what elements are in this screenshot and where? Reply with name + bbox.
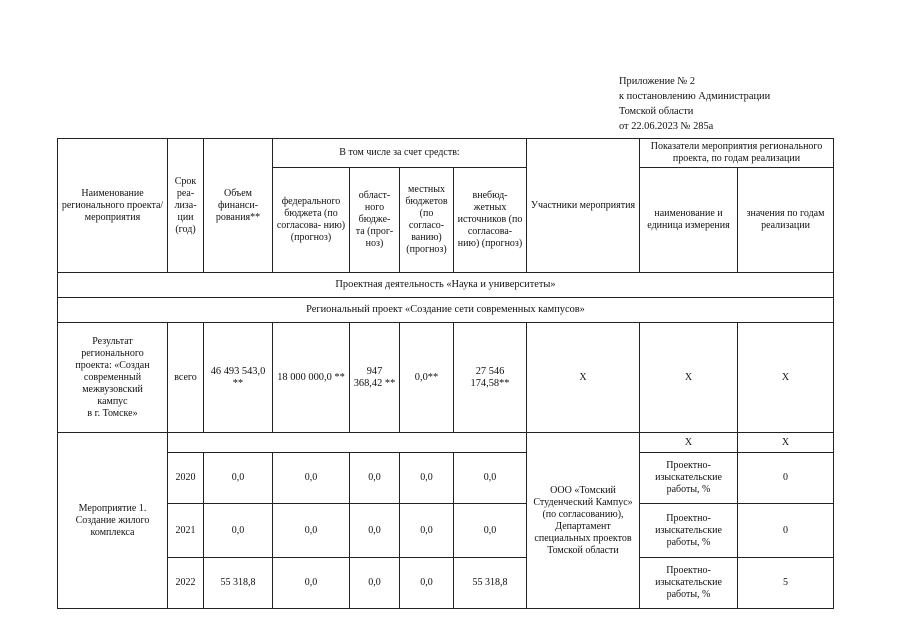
row-volume: 0,0 [204,504,273,558]
appendix-date: от 22.06.2023 № 285а [619,121,714,132]
col-header-indicators: Показатели мероприятия регионального проекта, по годам реализации [640,139,834,168]
measure-indicator-name: X [640,433,738,453]
result-local: 0,0** [400,323,454,433]
row-value: 0 [738,504,834,558]
measure-blank [168,433,527,453]
section-activity: Проектная деятельность «Наука и университеты» [58,273,834,298]
table-row [58,504,834,558]
row-indicator: Проектно- изыскательские работы, % [640,504,738,558]
row-year: 2022 [168,558,204,609]
row-local: 0,0 [400,453,454,504]
col-header-name: Наименование регионального проекта/мероприятия [58,139,168,273]
row-federal: 0,0 [273,504,350,558]
result-indicator-name: X [640,323,738,433]
row-offbudget: 55 318,8 [454,558,527,609]
result-offbudget: 27 546 174,58** [454,323,527,433]
col-header-indicator-name: наименование и единица измерения [640,168,738,273]
col-header-period: Срок реа- лиза- ции (год) [168,139,204,273]
row-indicator: Проектно- изыскательские работы, % [640,453,738,504]
row-volume: 0,0 [204,453,273,504]
row-regional: 0,0 [350,453,400,504]
measure-participants: ООО «Томский Студенческий Кампус» (по согласованию), Департамент специальных проектов Томской области [527,433,640,609]
col-header-volume: Объем финанси- рования** [204,139,273,273]
row-regional: 0,0 [350,504,400,558]
table-row [58,558,834,609]
row-year: 2021 [168,504,204,558]
result-participants: X [527,323,640,433]
result-indicator-value: X [738,323,834,433]
row-federal: 0,0 [273,453,350,504]
result-volume: 46 493 543,0 ** [204,323,273,433]
row-indicator: Проектно- изыскательские работы, % [640,558,738,609]
col-header-federal: федерального бюджета (по согласова- нию) (прогноз) [273,168,350,273]
section-project: Региональный проект «Создание сети современных кампусов» [58,298,834,323]
row-volume: 55 318,8 [204,558,273,609]
row-regional: 0,0 [350,558,400,609]
result-regional: 947 368,42 ** [350,323,400,433]
col-header-including: В том числе за счет средств: [273,139,527,168]
row-local: 0,0 [400,504,454,558]
row-offbudget: 0,0 [454,504,527,558]
row-offbudget: 0,0 [454,453,527,504]
row-value: 5 [738,558,834,609]
result-federal: 18 000 000,0 ** [273,323,350,433]
row-value: 0 [738,453,834,504]
appendix-title: Приложение № 2 [619,76,696,87]
col-header-indicator-values: значения по годам реализации [738,168,834,273]
col-header-regional: област- ного бюдже- та (прог- ноз) [350,168,400,273]
row-year: 2020 [168,453,204,504]
appendix-region: Томской области [619,106,694,117]
col-header-participants: Участники мероприятия [527,139,640,273]
row-local: 0,0 [400,558,454,609]
appendix-header [619,74,859,134]
measure-indicator-value: X [738,433,834,453]
col-header-offbudget: внебюд- жетных источников (по согласова- нию) (прогноз) [454,168,527,273]
result-period: всего [168,323,204,433]
financing-table [57,138,834,609]
table-row [58,453,834,504]
measure-name: Мероприятие 1. Создание жилого комплекса [58,433,168,609]
row-federal: 0,0 [273,558,350,609]
appendix-resolution: к постановлению Администрации [619,91,771,102]
result-name: Результат регионального проекта: «Создан современный межвузовский кампус в г. Томске» [58,323,168,433]
col-header-local: местных бюджетов (по согласо- ванию) (прогноз) [400,168,454,273]
